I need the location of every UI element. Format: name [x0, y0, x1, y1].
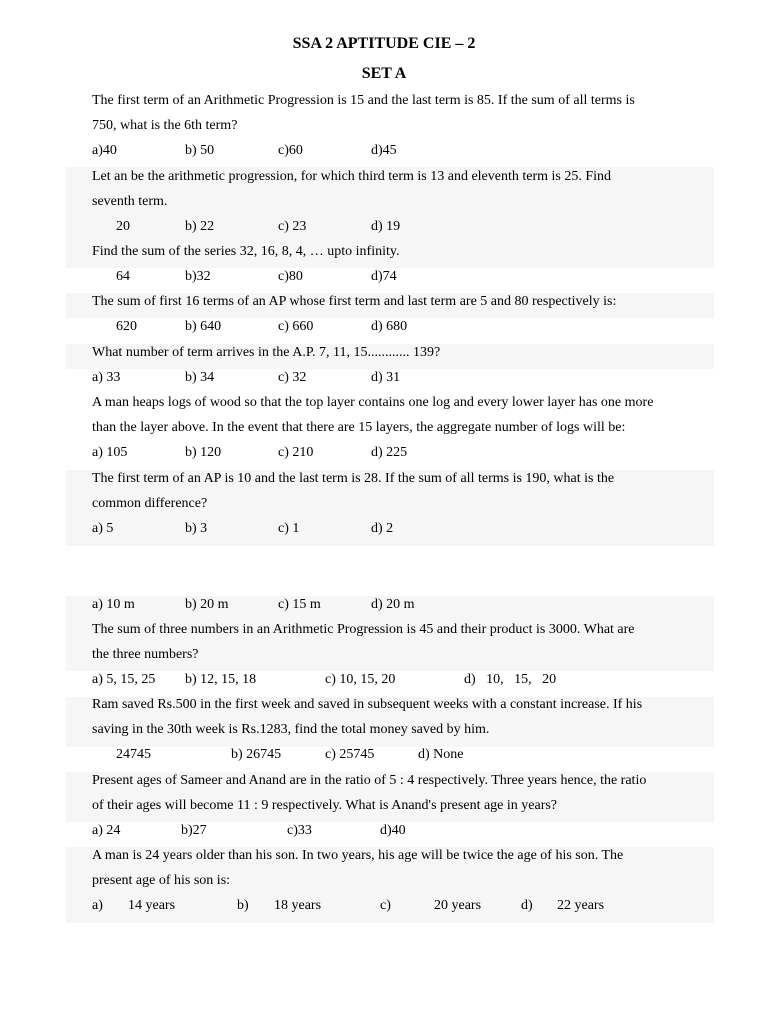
answer-option: d) 31 — [371, 370, 401, 385]
question-text: saving in the 30th week is Rs.1283, find the total money saved by him. — [92, 722, 490, 737]
answer-option: b) 20 m — [185, 597, 229, 612]
answer-option: a)40 — [92, 143, 117, 158]
question-text: present age of his son is: — [92, 873, 231, 888]
answer-option: b) 22 — [185, 219, 215, 234]
answer-option: d) None — [418, 747, 464, 762]
answer-option: a) 5 — [92, 521, 114, 536]
answer-option: b)27 — [181, 823, 207, 838]
answer-option: b) 26745 — [231, 747, 282, 762]
answer-option: c) 10, 15, 20 — [325, 672, 396, 687]
set-label: SET A — [361, 65, 407, 82]
question-text: What number of term arrives in the A.P. 7, 11, 15............ 139? — [92, 345, 441, 360]
answer-option: d) 10, 15, 20 — [464, 672, 557, 687]
answer-option: d) — [521, 898, 533, 913]
question-text: 750, what is the 6th term? — [92, 118, 238, 133]
answer-option: c) 25745 — [325, 747, 375, 762]
answer-option: 24745 — [116, 747, 151, 762]
answer-option: b) 34 — [185, 370, 215, 385]
answer-option: 20 — [116, 219, 130, 234]
answer-option: d) 20 m — [371, 597, 415, 612]
answer-option: a) 10 m — [92, 597, 135, 612]
answer-option: 18 years — [274, 898, 322, 913]
question-text: A man heaps logs of wood so that the top layer contains one log and every lower layer has one more — [92, 395, 654, 410]
answer-option: 22 years — [557, 898, 605, 913]
answer-option: b)32 — [185, 269, 211, 284]
answer-option: b) 12, 15, 18 — [185, 672, 257, 687]
answer-option: 14 years — [128, 898, 176, 913]
question-text: than the layer above. In the event that there are 15 layers, the aggregate number of logs will be: — [92, 420, 626, 435]
question-text: of their ages will become 11 : 9 respectively. What is Anand's present age in years? — [92, 798, 558, 813]
answer-option: b) — [237, 898, 249, 913]
question-text: the three numbers? — [92, 647, 199, 662]
answer-option: d) 680 — [371, 319, 408, 334]
answer-option: a) 24 — [92, 823, 121, 838]
document-title: SSA 2 APTITUDE CIE – 2 — [292, 35, 476, 52]
question-text: Present ages of Sameer and Anand are in the ratio of 5 : 4 respectively. Three years hence, the ratio — [92, 773, 647, 788]
answer-option: a) — [92, 898, 103, 913]
question-text: Find the sum of the series 32, 16, 8, 4, … upto infinity. — [92, 244, 400, 259]
answer-option: c) 660 — [278, 319, 314, 334]
answer-option: 620 — [116, 319, 137, 334]
answer-option: d) 225 — [371, 445, 408, 460]
answer-option: c) 210 — [278, 445, 314, 460]
question-text: Let an be the arithmetic progression, for which third term is 13 and eleventh term is 25. Find — [92, 169, 612, 184]
answer-option: a) 5, 15, 25 — [92, 672, 156, 687]
answer-option: 20 years — [434, 898, 482, 913]
answer-option: d)74 — [371, 269, 397, 284]
answer-option: b) 3 — [185, 521, 208, 536]
question-text: The first term of an AP is 10 and the last term is 28. If the sum of all terms is 190, what is the — [92, 471, 615, 486]
answer-option: b) 50 — [185, 143, 215, 158]
question-text: The first term of an Arithmetic Progression is 15 and the last term is 85. If the sum of all terms is — [92, 93, 635, 108]
question-text: A man is 24 years older than his son. In two years, his age will be twice the age of his son. The — [92, 848, 624, 863]
answer-option: c) — [380, 898, 391, 913]
answer-option: c) 23 — [278, 219, 307, 234]
answer-option: d)45 — [371, 143, 397, 158]
question-text: seventh term. — [92, 194, 168, 209]
answer-option: d) 19 — [371, 219, 401, 234]
answer-option: a) 33 — [92, 370, 121, 385]
answer-option: c) 1 — [278, 521, 300, 536]
answer-option: b) 120 — [185, 445, 222, 460]
answer-option: c)60 — [278, 143, 303, 158]
question-text: The sum of three numbers in an Arithmetic Progression is 45 and their product is 3000. What are — [92, 622, 635, 637]
answer-option: c) 32 — [278, 370, 307, 385]
question-text: Ram saved Rs.500 in the first week and saved in subsequent weeks with a constant increase. If his — [92, 697, 643, 712]
question-text: common difference? — [92, 496, 208, 511]
answer-option: d)40 — [380, 823, 406, 838]
answer-option: a) 105 — [92, 445, 128, 460]
question-text: The sum of first 16 terms of an AP whose first term and last term are 5 and 80 respectively is: — [92, 294, 617, 309]
answer-option: b) 640 — [185, 319, 222, 334]
answer-option: c)33 — [287, 823, 312, 838]
answer-option: c) 15 m — [278, 597, 321, 612]
answer-option: d) 2 — [371, 521, 394, 536]
answer-option: 64 — [116, 269, 130, 284]
answer-option: c)80 — [278, 269, 303, 284]
